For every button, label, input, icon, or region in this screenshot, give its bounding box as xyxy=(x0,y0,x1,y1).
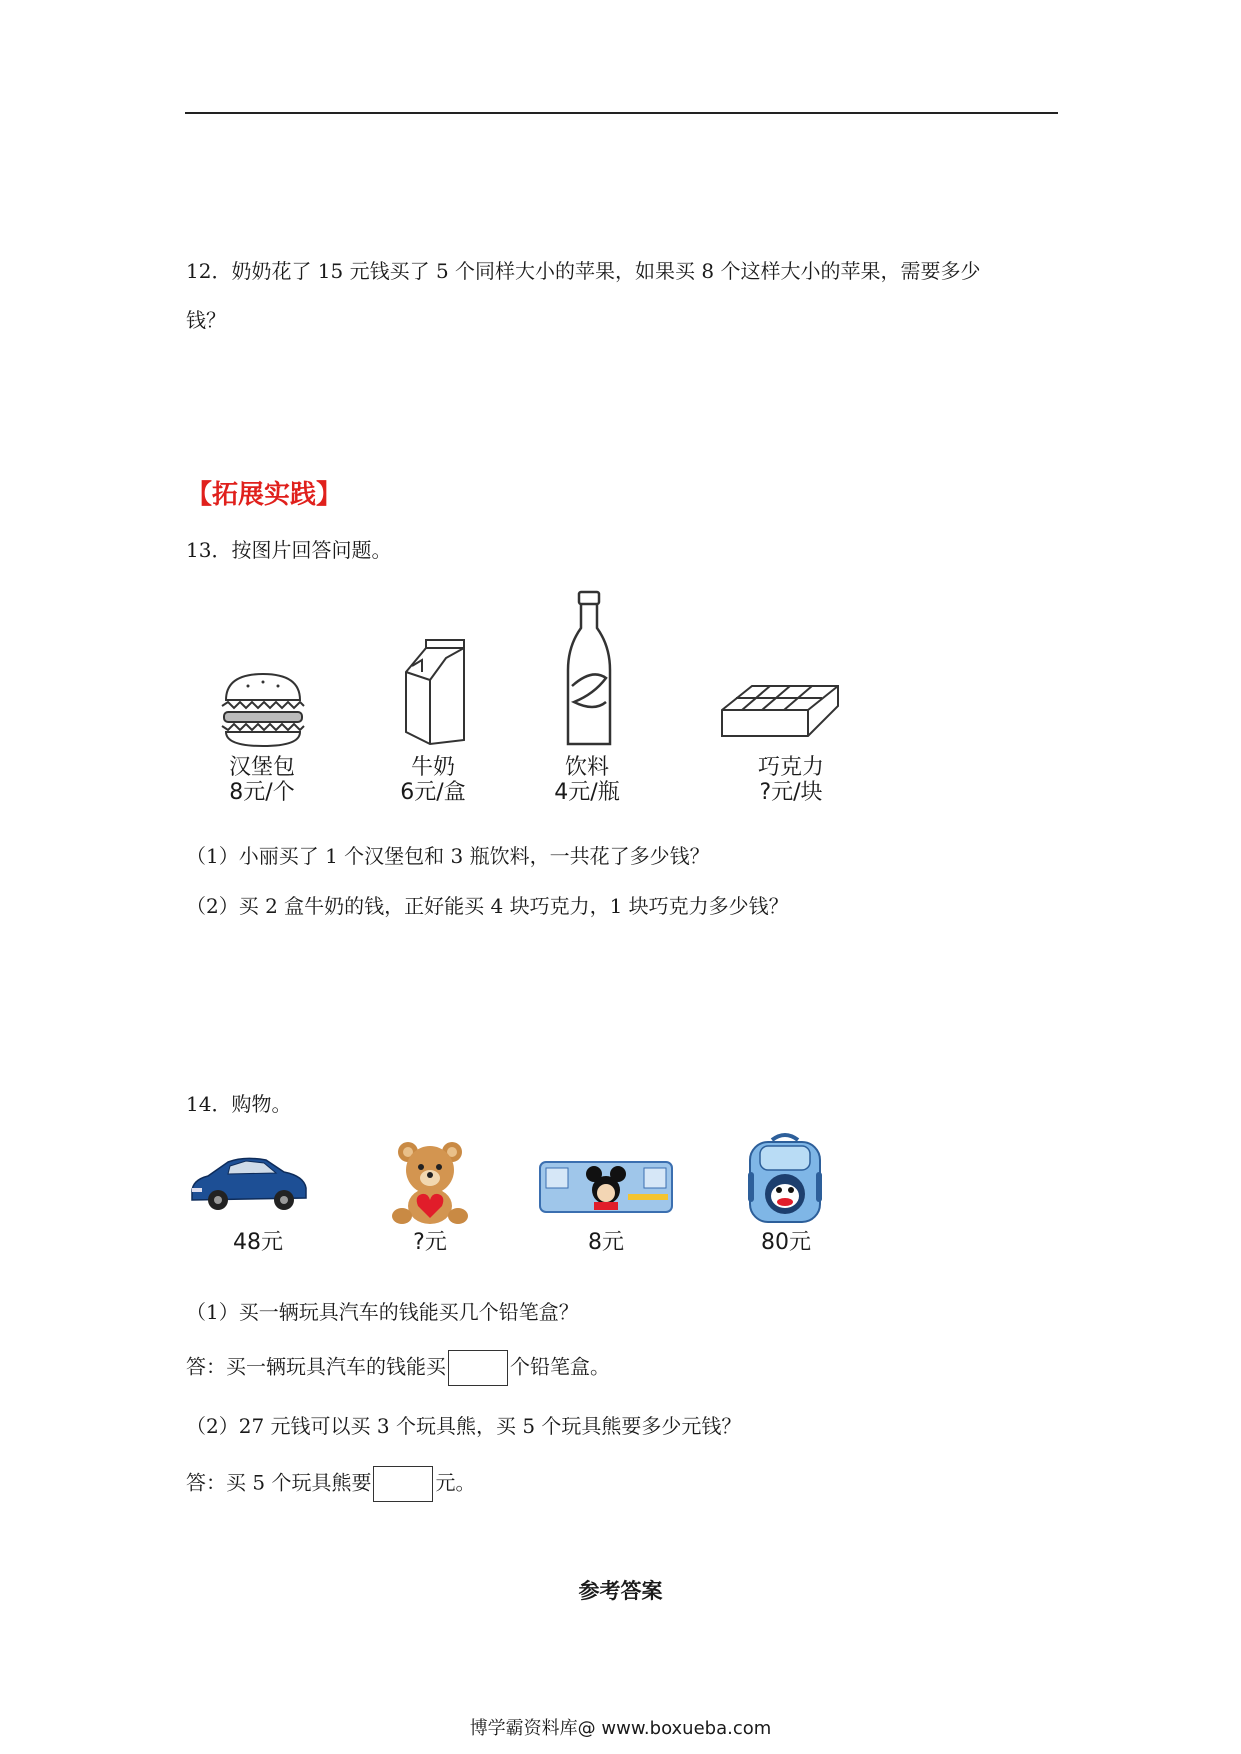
q14-answer2-prefix: 答：买 5 个玩具熊要 xyxy=(186,1470,372,1495)
chocolate-bar-icon xyxy=(718,680,842,746)
hamburger-price: 8元/个 xyxy=(229,780,295,806)
hamburger-name: 汉堡包 xyxy=(228,755,295,780)
answer-box-1[interactable] xyxy=(448,1350,508,1386)
chocolate-name: 巧克力 xyxy=(757,755,824,780)
backpack-icon xyxy=(744,1132,826,1228)
pencil-box-price: 8元 xyxy=(588,1230,624,1255)
milk-name: 牛奶 xyxy=(410,755,455,780)
drink-name: 饮料 xyxy=(564,755,609,780)
milk-price: 6元/盒 xyxy=(400,780,466,806)
q14-sub1: （1）买一辆玩具汽车的钱能买几个铅笔盒？ xyxy=(186,1300,579,1324)
drink-label xyxy=(532,755,642,806)
q14-answer2 xyxy=(186,1466,475,1502)
q14-answer1 xyxy=(186,1350,610,1386)
chocolate-label xyxy=(736,755,846,806)
teddy-bear-price: ?元 xyxy=(413,1230,447,1255)
milk-label xyxy=(378,755,488,806)
teddy-bear-icon xyxy=(390,1140,470,1226)
reference-answer-title: 参考答案 xyxy=(578,1579,663,1603)
backpack-price: 80元 xyxy=(761,1230,811,1255)
q14-answer2-suffix: 元。 xyxy=(435,1470,476,1495)
chocolate-price: ?元/块 xyxy=(759,780,823,806)
toy-car-icon xyxy=(188,1152,310,1214)
answer-box-2[interactable] xyxy=(373,1466,433,1502)
header-rule xyxy=(185,112,1058,114)
q14-answer1-suffix: 个铅笔盒。 xyxy=(510,1354,610,1379)
drink-bottle-icon xyxy=(564,590,614,750)
section-title: 【拓展实践】 xyxy=(186,480,343,510)
q13-prompt: 13．按图片回答问题。 xyxy=(186,538,392,562)
toy-car-price: 48元 xyxy=(233,1230,283,1255)
hamburger-label xyxy=(200,755,324,806)
hamburger-icon xyxy=(218,670,308,750)
q13-sub1: （1）小丽买了 1 个汉堡包和 3 瓶饮料，一共花了多少钱？ xyxy=(186,844,710,868)
footer-watermark: 博学霸资料库@ www.boxueba.com xyxy=(469,1718,772,1739)
q14-answer1-prefix: 答：买一辆玩具汽车的钱能买 xyxy=(186,1354,446,1379)
pencil-box-icon xyxy=(538,1160,674,1214)
q14-sub2: （2）27 元钱可以买 3 个玩具熊，买 5 个玩具熊要多少元钱？ xyxy=(186,1414,742,1438)
q14-prompt: 14．购物。 xyxy=(186,1092,292,1116)
milk-carton-icon xyxy=(400,636,470,748)
q12-line2: 钱？ xyxy=(186,308,226,332)
q13-sub2: （2）买 2 盒牛奶的钱，正好能买 4 块巧克力，1 块巧克力多少钱？ xyxy=(186,894,789,918)
q12-line1: 12．奶奶花了 15 元钱买了 5 个同样大小的苹果，如果买 8 个这样大小的苹果，需要多少 xyxy=(186,259,981,283)
drink-price: 4元/瓶 xyxy=(554,780,620,806)
